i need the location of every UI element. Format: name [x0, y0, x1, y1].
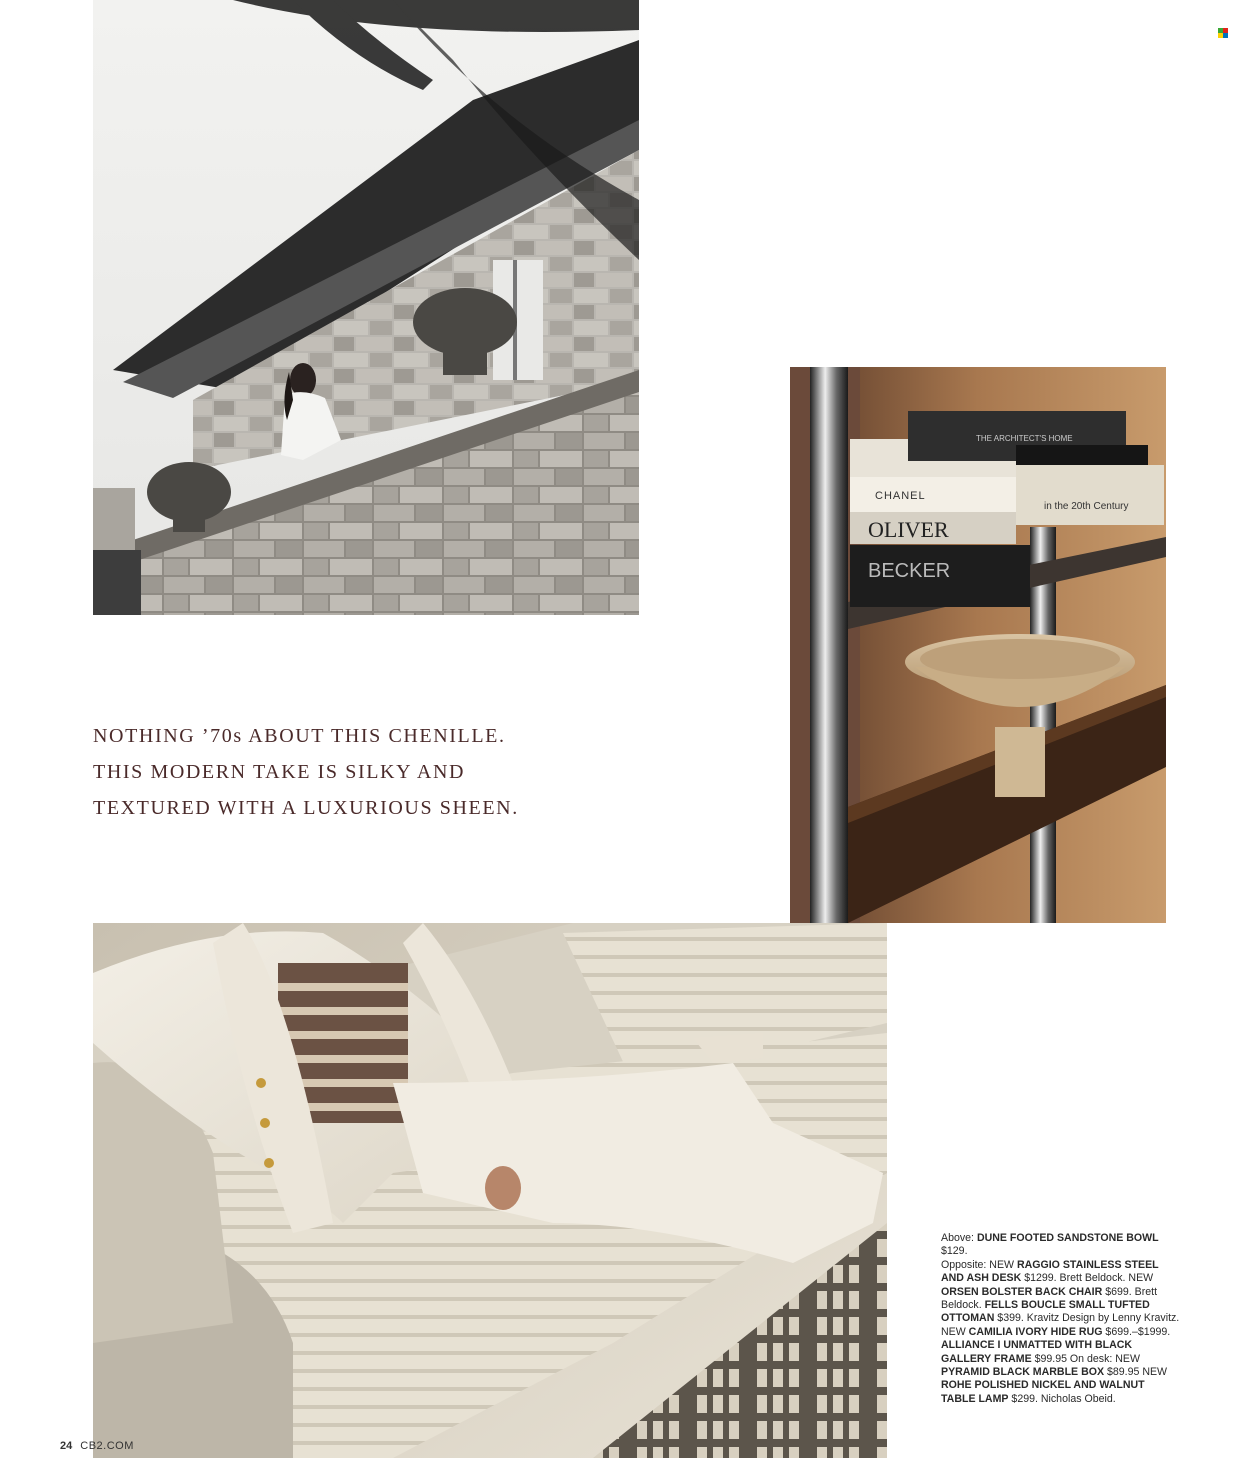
book-spine-architects-home: THE ARCHITECT'S HOME	[976, 434, 1073, 443]
caption-item-rohe-lamp: ROHE POLISHED NICKEL AND WALNUT TABLE LAMP	[941, 1379, 1145, 1405]
caption-item-camilia-rug: CAMILIA IVORY HIDE RUG	[968, 1325, 1103, 1338]
caption-item-fells-ottoman-details: $399. Kravitz Design by Lenny Kravitz. NEW	[941, 1312, 1180, 1338]
caption-item-camilia-rug-details: $699.–$1999.	[1102, 1325, 1171, 1338]
site-url: CB2.COM	[80, 1440, 134, 1452]
caption-item-alliance-frame: ALLIANCE I UNMATTED WITH BLACK GALLERY FRAME	[941, 1339, 1133, 1365]
caption-item-orsen-chair: ORSEN BOLSTER BACK CHAIR	[941, 1285, 1103, 1298]
caption-above-prefix: Above:	[941, 1232, 977, 1244]
caption-item-raggio-desk-details: $1299. Brett Beldock. NEW	[1021, 1272, 1154, 1285]
caption-opposite-prefix: Opposite: NEW	[941, 1258, 1017, 1271]
caption-above-price: $129.	[941, 1245, 968, 1258]
product-caption	[941, 1232, 1181, 1406]
shelf-photo-image	[790, 367, 1166, 923]
caption-item-orsen-chair-details: $699. Brett Beldock.	[941, 1285, 1158, 1312]
book-spine-20th-century: in the 20th Century	[1044, 501, 1129, 512]
book-spine-chanel: CHANEL	[875, 490, 926, 502]
caption-item-dune-bowl: DUNE FOOTED SANDSTONE BOWL	[976, 1232, 1159, 1244]
headline-line-3: TEXTURED WITH A LUXURIOUS SHEEN.	[93, 797, 519, 819]
book-spine-oliver: OLIVER	[868, 517, 949, 542]
headline-line-1: NOTHING ’70s ABOUT THIS CHENILLE.	[93, 725, 506, 747]
terrace-photo	[93, 0, 639, 615]
page-number: 24	[60, 1440, 73, 1452]
caption-item-raggio-desk: RAGGIO STAINLESS STEEL AND ASH DESK	[941, 1258, 1159, 1285]
caption-item-rohe-lamp-details: $299. Nicholas Obeid.	[1008, 1392, 1116, 1405]
caption-item-alliance-frame-details: $99.95 On desk: NEW	[1031, 1352, 1140, 1365]
page-folio	[60, 1440, 134, 1452]
sofa-photo	[93, 923, 887, 1458]
book-spine-becker: BECKER	[868, 560, 951, 582]
shelf-photo	[790, 367, 1166, 923]
caption-item-pyramid-box-details: $89.95 NEW	[1104, 1366, 1168, 1379]
terrace-photo-image	[93, 0, 639, 615]
caption-item-pyramid-box: PYRAMID BLACK MARBLE BOX	[941, 1366, 1105, 1379]
color-registration-mark	[1218, 28, 1228, 38]
headline	[93, 718, 693, 826]
sofa-photo-image	[93, 923, 887, 1458]
headline-line-2: THIS MODERN TAKE IS SILKY AND	[93, 761, 466, 783]
caption-item-fells-ottoman: FELLS BOUCLE SMALL TUFTED OTTOMAN	[941, 1299, 1150, 1325]
